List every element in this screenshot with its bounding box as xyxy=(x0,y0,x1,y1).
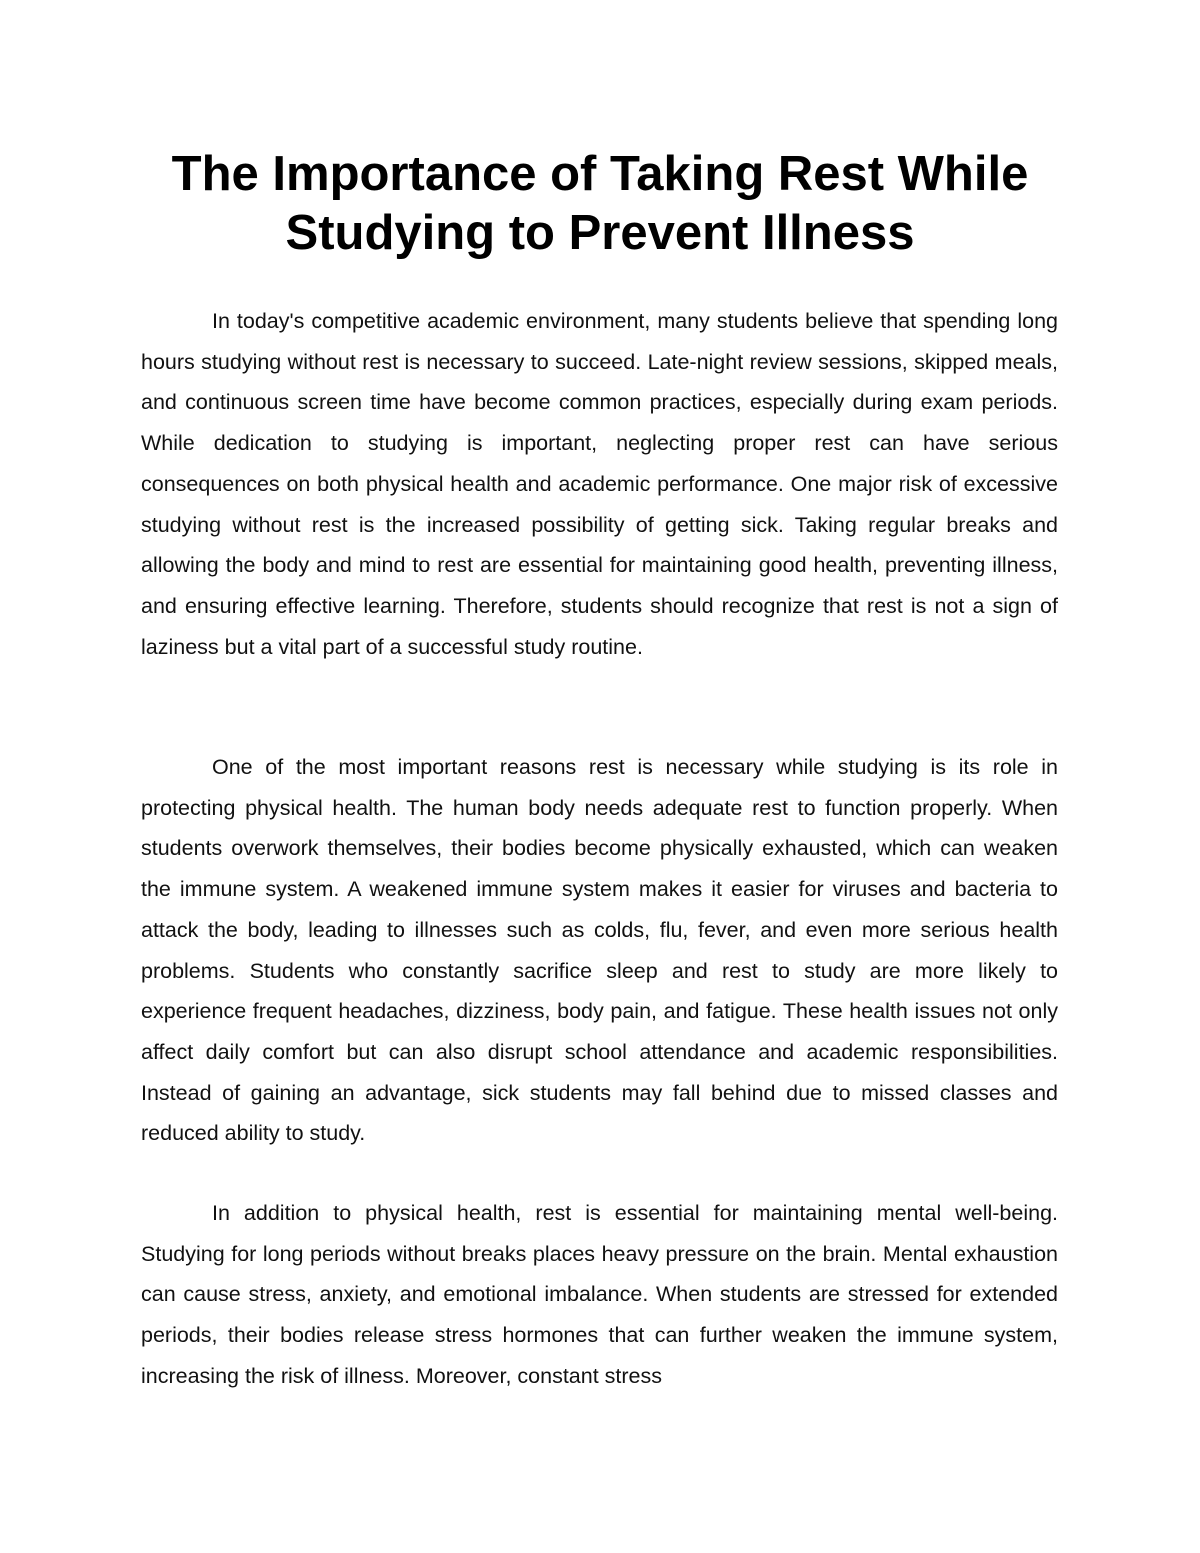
title-line-2: Studying to Prevent Illness xyxy=(285,206,915,260)
title-line-1: The Importance of Taking Rest While xyxy=(171,147,1029,201)
paragraph-2: One of the most important reasons rest is necessary while studying is its role in protecting physical health. The human body needs adequate rest to function properly. When students overwork themselves, their bodies become physically exhausted, which can weaken the immune system. A weakened immune system makes it easier for viruses and bacteria to attack the body, leading to illnesses such as colds, flu, fever, and even more serious health problems. Students who constantly sacrifice sleep and rest to study are more likely to experience frequent headaches, dizziness, body pain, and fatigue. These health issues not only affect daily comfort but can also disrupt school attendance and academic responsibilities. Instead of gaining an advantage, sick students may fall behind due to missed classes and reduced ability to study. xyxy=(141,755,1058,1146)
document-title xyxy=(100,145,1100,263)
paragraph-3-block xyxy=(141,1193,1058,1397)
paragraph-2-block xyxy=(141,747,1058,1154)
paragraph-1: In today's competitive academic environment, many students believe that spending long hours studying without rest is necessary to succeed. Late-night review sessions, skipped meals, and continuous screen time have become common practices, especially during exam periods. While dedication to studying is important, neglecting proper rest can have serious consequences on both physical health and academic performance. One major risk of excessive studying without rest is the increased possibility of getting sick. Taking regular breaks and allowing the body and mind to rest are essential for maintaining good health, preventing illness, and ensuring effective learning. Therefore, students should recognize that rest is not a sign of laziness but a vital part of a successful study routine. xyxy=(141,309,1058,659)
paragraph-1-block xyxy=(141,301,1058,667)
paragraph-3: In addition to physical health, rest is essential for maintaining mental well-being. Studying for long periods without breaks places heavy pressure on the brain. Mental exhaustion can cause stress, anxiety, and emotional imbalance. When students are stressed for extended periods, their bodies release stress hormones that can further weaken the immune system, increasing the risk of illness. Moreover, constant stress xyxy=(141,1201,1058,1388)
